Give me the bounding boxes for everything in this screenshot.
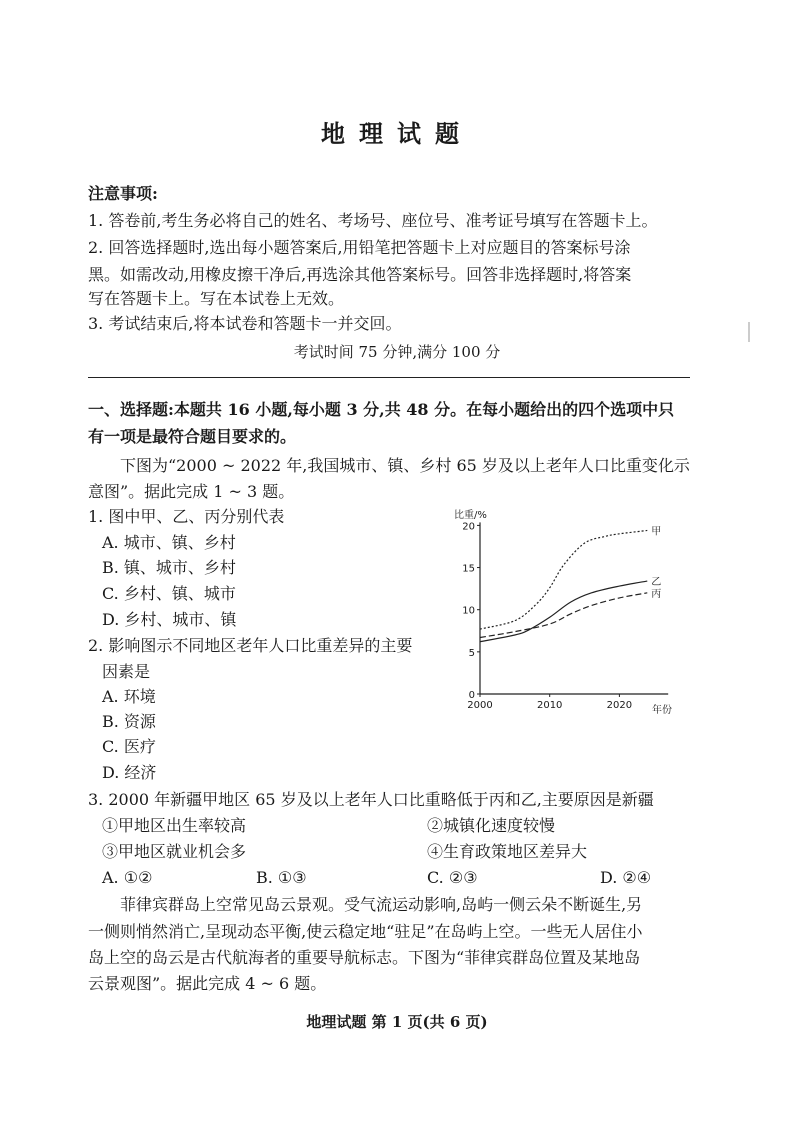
notice-item: 黑。如需改动,用橡皮擦干净后,再选涂其他答案标号。回答非选择题时,将答案 bbox=[88, 265, 632, 284]
passage-text: 菲律宾群岛上空常见岛云景观。受气流运动影响,岛屿一侧云朵不断诞生,另 bbox=[120, 895, 643, 914]
series-label: 甲 bbox=[651, 526, 662, 538]
section-heading: 一、选择题:本题共 16 小题,每小题 3 分,共 48 分。在每小题给出的四个选项中只 bbox=[88, 400, 675, 419]
population-chart bbox=[440, 505, 690, 720]
question-3-statement: ④生育政策地区差异大 bbox=[427, 842, 588, 861]
question-3-statement: ③甲地区就业机会多 bbox=[102, 842, 247, 861]
chart-ylabel: 比重/% bbox=[454, 510, 487, 521]
series-label: 丙 bbox=[651, 588, 662, 600]
y-tick-label: 5 bbox=[468, 647, 475, 659]
question-1-option-b: B. 镇、城市、乡村 bbox=[102, 558, 236, 577]
series-line-丙 bbox=[480, 593, 647, 638]
y-tick-label: 20 bbox=[462, 521, 475, 533]
notice-item: 写在答题卡上。写在本试卷上无效。 bbox=[88, 289, 345, 308]
series-line-甲 bbox=[480, 530, 647, 629]
question-3-option-d: D. ②④ bbox=[600, 868, 652, 887]
section-heading: 有一项是最符合题目要求的。 bbox=[88, 427, 297, 446]
divider bbox=[88, 377, 690, 378]
passage-text: 岛上空的岛云是古代航海者的重要导航标志。下图为“菲律宾群岛位置及某地岛 bbox=[88, 948, 641, 967]
page-title: 地理试题 bbox=[321, 119, 473, 148]
notice-item: 3. 考试结束后,将本试卷和答题卡一并交回。 bbox=[88, 314, 402, 333]
page-footer: 地理试题 第 1 页(共 6 页) bbox=[306, 1013, 488, 1031]
notice-item: 1. 答卷前,考生务必将自己的姓名、考场号、座位号、准考证号填写在答题卡上。 bbox=[88, 211, 658, 230]
question-3-statement: ①甲地区出生率较高 bbox=[102, 816, 247, 835]
question-2-stem: 因素是 bbox=[102, 662, 151, 681]
question-1-option-d: D. 乡村、城市、镇 bbox=[102, 610, 237, 629]
passage-text: 一侧则悄然消亡,呈现动态平衡,使云稳定地“驻足”在岛屿上空。一些无人居住小 bbox=[88, 922, 643, 941]
passage-text: 云景观图”。据此完成 4 ~ 6 题。 bbox=[88, 974, 327, 993]
question-3-option-b: B. ①③ bbox=[256, 868, 307, 887]
series-label: 乙 bbox=[651, 577, 662, 589]
question-1-option-a: A. 城市、镇、乡村 bbox=[102, 533, 236, 552]
y-tick-label: 15 bbox=[462, 563, 475, 575]
series-line-乙 bbox=[480, 581, 647, 642]
chart-series bbox=[480, 525, 661, 641]
question-2-option-d: D. 经济 bbox=[102, 763, 157, 782]
question-3-stem: 3. 2000 年新疆甲地区 65 岁及以上老年人口比重略低于丙和乙,主要原因是新疆 bbox=[88, 790, 654, 809]
question-3-option-c: C. ②③ bbox=[427, 868, 478, 887]
chart-xlabel: 年份 bbox=[652, 705, 672, 716]
exam-info: 考试时间 75 分钟,满分 100 分 bbox=[293, 343, 501, 361]
x-tick-label: 2020 bbox=[606, 700, 633, 711]
question-3-statement: ②城镇化速度较慢 bbox=[427, 816, 556, 835]
intro-text: 下图为“2000 ~ 2022 年,我国城市、镇、乡村 65 岁及以上老年人口比重变化示 bbox=[120, 456, 690, 475]
question-3-option-a: A. ①② bbox=[102, 868, 153, 887]
question-1-option-c: C. 乡村、镇、城市 bbox=[102, 584, 236, 603]
notice-item: 2. 回答选择题时,选出每小题答案后,用铅笔把答题卡上对应题目的答案标号涂 bbox=[88, 238, 631, 257]
question-2-option-b: B. 资源 bbox=[102, 712, 156, 731]
y-tick-label: 0 bbox=[468, 690, 475, 701]
question-2-option-c: C. 医疗 bbox=[102, 737, 156, 756]
intro-text: 意图”。据此完成 1 ~ 3 题。 bbox=[88, 482, 295, 501]
notice-heading: 注意事项: bbox=[88, 184, 158, 203]
x-tick-label: 2000 bbox=[467, 700, 493, 711]
question-2-stem: 2. 影响图示不同地区老年人口比重差异的主要 bbox=[88, 636, 413, 655]
y-tick-label: 10 bbox=[462, 605, 475, 617]
chart-axes bbox=[462, 521, 668, 711]
question-1-stem: 1. 图中甲、乙、丙分别代表 bbox=[88, 507, 285, 526]
x-tick-label: 2010 bbox=[536, 700, 563, 711]
scan-mark bbox=[748, 322, 750, 342]
question-2-option-a: A. 环境 bbox=[102, 687, 156, 706]
